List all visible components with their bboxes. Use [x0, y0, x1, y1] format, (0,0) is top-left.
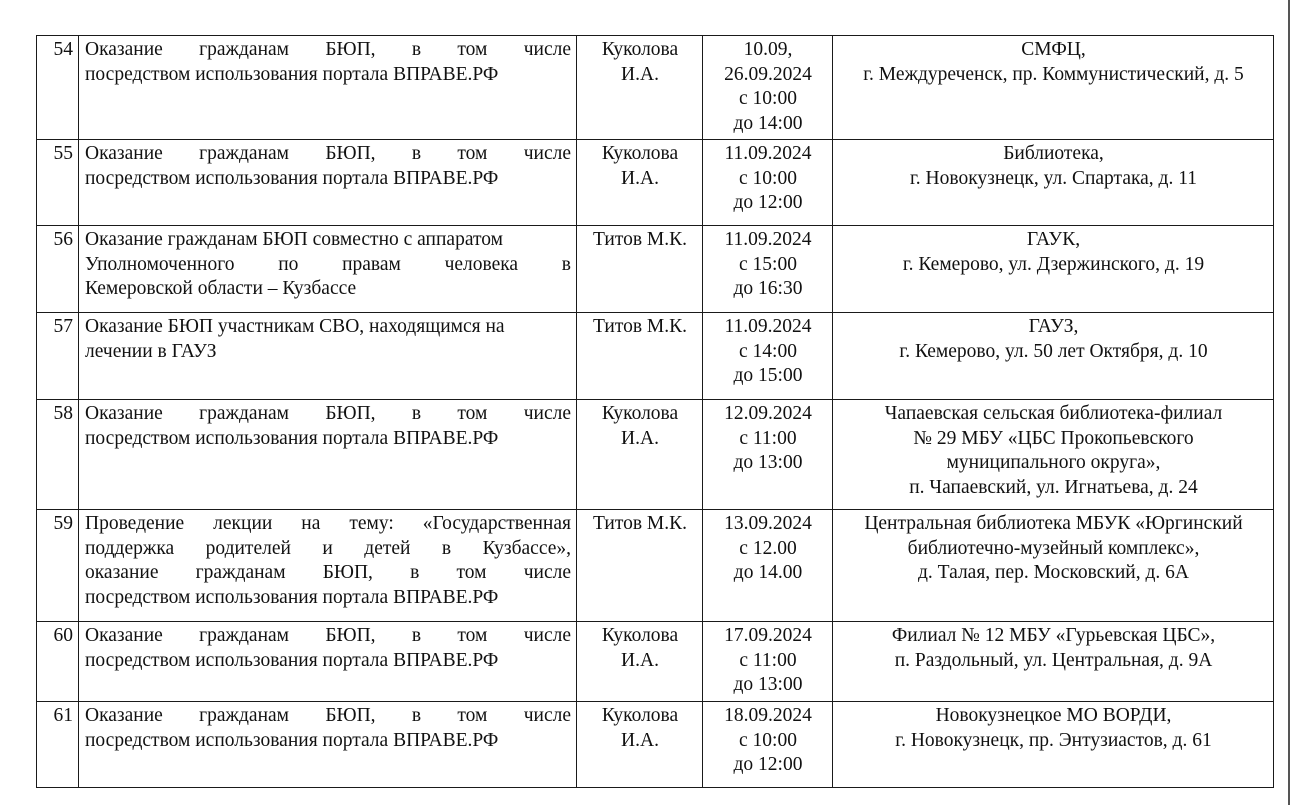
place-line: ГАУЗ,	[1028, 316, 1079, 337]
date-line: до 16:30	[733, 278, 803, 299]
responsible-line: Титов М.К.	[592, 513, 688, 534]
responsible-person	[577, 313, 703, 400]
date-line: с 14:00	[739, 340, 797, 362]
event-description	[79, 622, 577, 702]
event-place	[833, 510, 1274, 622]
table-row	[37, 622, 1274, 702]
responsible-line: И.А.	[621, 167, 659, 189]
place-line: г. Междуреченск, пр. Коммунистический, д. 5	[863, 63, 1244, 85]
responsible-line: Куколова	[601, 143, 679, 164]
row-number: 54	[37, 36, 79, 140]
event-description	[79, 226, 577, 313]
table-row	[37, 226, 1274, 313]
table-row	[37, 313, 1274, 400]
date-line: 12.09.2024	[724, 403, 812, 424]
event-line: Оказание гражданам БЮП, в том числе	[85, 143, 571, 164]
table-row	[37, 140, 1274, 226]
row-number: 55	[37, 140, 79, 226]
row-number: 56	[37, 226, 79, 313]
date-line: с 11:00	[739, 649, 797, 671]
date-line: до 14.00	[733, 562, 803, 583]
place-line: п. Раздольный, ул. Центральная, д. 9А	[894, 649, 1213, 671]
event-date-time	[703, 510, 833, 622]
responsible-line: И.А.	[621, 63, 659, 85]
responsible-person	[577, 510, 703, 622]
date-line: 11.09.2024	[724, 316, 812, 337]
event-line: посредством использования портала ВПРАВЕ.РФ	[85, 167, 499, 189]
date-line: с 11:00	[739, 427, 797, 449]
date-line: с 10:00	[739, 167, 797, 189]
event-date-time	[703, 226, 833, 313]
event-description	[79, 36, 577, 140]
event-line: Оказание гражданам БЮП совместно с аппаратом	[85, 229, 503, 250]
date-line: 18.09.2024	[724, 705, 812, 726]
place-line: г. Кемерово, ул. 50 лет Октября, д. 10	[899, 340, 1208, 362]
event-date-time	[703, 140, 833, 226]
responsible-person	[577, 226, 703, 313]
place-line: Филиал № 12 МБУ «Гурьевская ЦБС»,	[891, 625, 1216, 646]
date-line: с 10:00	[739, 729, 797, 751]
event-line: посредством использования портала ВПРАВЕ.РФ	[85, 649, 499, 671]
row-number: 58	[37, 400, 79, 510]
date-line: до 13:00	[733, 452, 803, 473]
date-line: 11.09.2024	[724, 143, 812, 164]
place-line: СМФЦ,	[1021, 39, 1086, 60]
date-line: 26.09.2024	[724, 63, 812, 85]
responsible-person	[577, 400, 703, 510]
responsible-line: Титов М.К.	[592, 229, 688, 250]
place-line: г. Новокузнецк, пр. Энтузиастов, д. 61	[895, 729, 1212, 751]
event-place	[833, 400, 1274, 510]
event-date-time	[703, 313, 833, 400]
date-line: 10.09,	[743, 39, 793, 60]
responsible-person	[577, 622, 703, 702]
table-row	[37, 510, 1274, 622]
date-line: 11.09.2024	[724, 229, 812, 250]
date-line: до 12:00	[733, 192, 803, 213]
event-line: Оказание БЮП участникам СВО, находящимся на	[85, 316, 505, 337]
responsible-line: И.А.	[621, 729, 659, 751]
event-line: Оказание гражданам БЮП, в том числе	[85, 705, 571, 726]
place-line: ГАУК,	[1026, 229, 1081, 250]
event-description	[79, 510, 577, 622]
event-line: Кемеровской области – Кузбассе	[85, 278, 357, 299]
event-line: лечении в ГАУЗ	[85, 340, 217, 362]
table-row	[37, 702, 1274, 788]
schedule-body	[37, 36, 1274, 788]
event-date-time	[703, 36, 833, 140]
date-line: 13.09.2024	[724, 513, 812, 534]
table-row	[37, 36, 1274, 140]
event-place	[833, 313, 1274, 400]
event-date-time	[703, 702, 833, 788]
place-line: Чапаевская сельская библиотека-филиал	[884, 403, 1223, 424]
scan-edge	[1288, 0, 1290, 805]
event-place	[833, 622, 1274, 702]
responsible-line: И.А.	[621, 649, 659, 671]
event-line: оказание гражданам БЮП, в том числе	[85, 562, 571, 583]
date-line: с 15:00	[739, 253, 797, 275]
event-place	[833, 702, 1274, 788]
responsible-line: Куколова	[601, 705, 679, 726]
event-place	[833, 226, 1274, 313]
place-line: д. Талая, пер. Московский, д. 6А	[918, 562, 1189, 583]
responsible-line: Куколова	[601, 403, 679, 424]
place-line: муниципального округа»,	[946, 452, 1161, 473]
event-place	[833, 36, 1274, 140]
event-date-time	[703, 622, 833, 702]
date-line: с 10:00	[739, 88, 797, 109]
responsible-line: Куколова	[601, 39, 679, 60]
event-description	[79, 313, 577, 400]
place-line: г. Новокузнецк, ул. Спартака, д. 11	[909, 167, 1197, 189]
event-line: посредством использования портала ВПРАВЕ.РФ	[85, 427, 499, 449]
event-description	[79, 702, 577, 788]
event-line: Оказание гражданам БЮП, в том числе	[85, 625, 571, 646]
date-line: до 15:00	[733, 365, 803, 386]
responsible-person	[577, 702, 703, 788]
place-line: Библиотека,	[1003, 143, 1104, 164]
event-line: Проведение лекции на тему: «Государственная	[85, 513, 571, 534]
responsible-person	[577, 140, 703, 226]
responsible-line: Титов М.К.	[592, 316, 688, 337]
event-line: Уполномоченного по правам человека в	[85, 253, 571, 275]
events-schedule-table	[36, 35, 1274, 788]
table-row	[37, 400, 1274, 510]
date-line: до 12:00	[733, 754, 803, 775]
place-line: г. Кемерово, ул. Дзержинского, д. 19	[902, 253, 1205, 275]
event-line: посредством использования портала ВПРАВЕ.РФ	[85, 586, 499, 608]
event-date-time	[703, 400, 833, 510]
event-line: посредством использования портала ВПРАВЕ.РФ	[85, 63, 499, 85]
event-line: поддержка родителей и детей в Кузбассе»,	[85, 537, 571, 559]
place-line: п. Чапаевский, ул. Игнатьева, д. 24	[909, 476, 1198, 498]
place-line: Новокузнецкое МО ВОРДИ,	[935, 705, 1172, 726]
responsible-line: Куколова	[601, 625, 679, 646]
event-place	[833, 140, 1274, 226]
row-number: 61	[37, 702, 79, 788]
date-line: до 14:00	[733, 112, 803, 134]
date-line: с 12.00	[739, 537, 797, 559]
event-description	[79, 400, 577, 510]
place-line: библиотечно-музейный комплекс»,	[907, 537, 1200, 559]
responsible-line: И.А.	[621, 427, 659, 449]
date-line: 17.09.2024	[724, 625, 812, 646]
event-description	[79, 140, 577, 226]
row-number: 59	[37, 510, 79, 622]
date-line: до 13:00	[733, 674, 803, 695]
place-line: № 29 МБУ «ЦБС Прокопьевского	[913, 427, 1194, 449]
event-line: Оказание гражданам БЮП, в том числе	[85, 403, 571, 424]
event-line: посредством использования портала ВПРАВЕ.РФ	[85, 729, 499, 751]
responsible-person	[577, 36, 703, 140]
row-number: 57	[37, 313, 79, 400]
place-line: Центральная библиотека МБУК «Юргинский	[864, 513, 1243, 534]
row-number: 60	[37, 622, 79, 702]
event-line: Оказание гражданам БЮП, в том числе	[85, 39, 571, 60]
